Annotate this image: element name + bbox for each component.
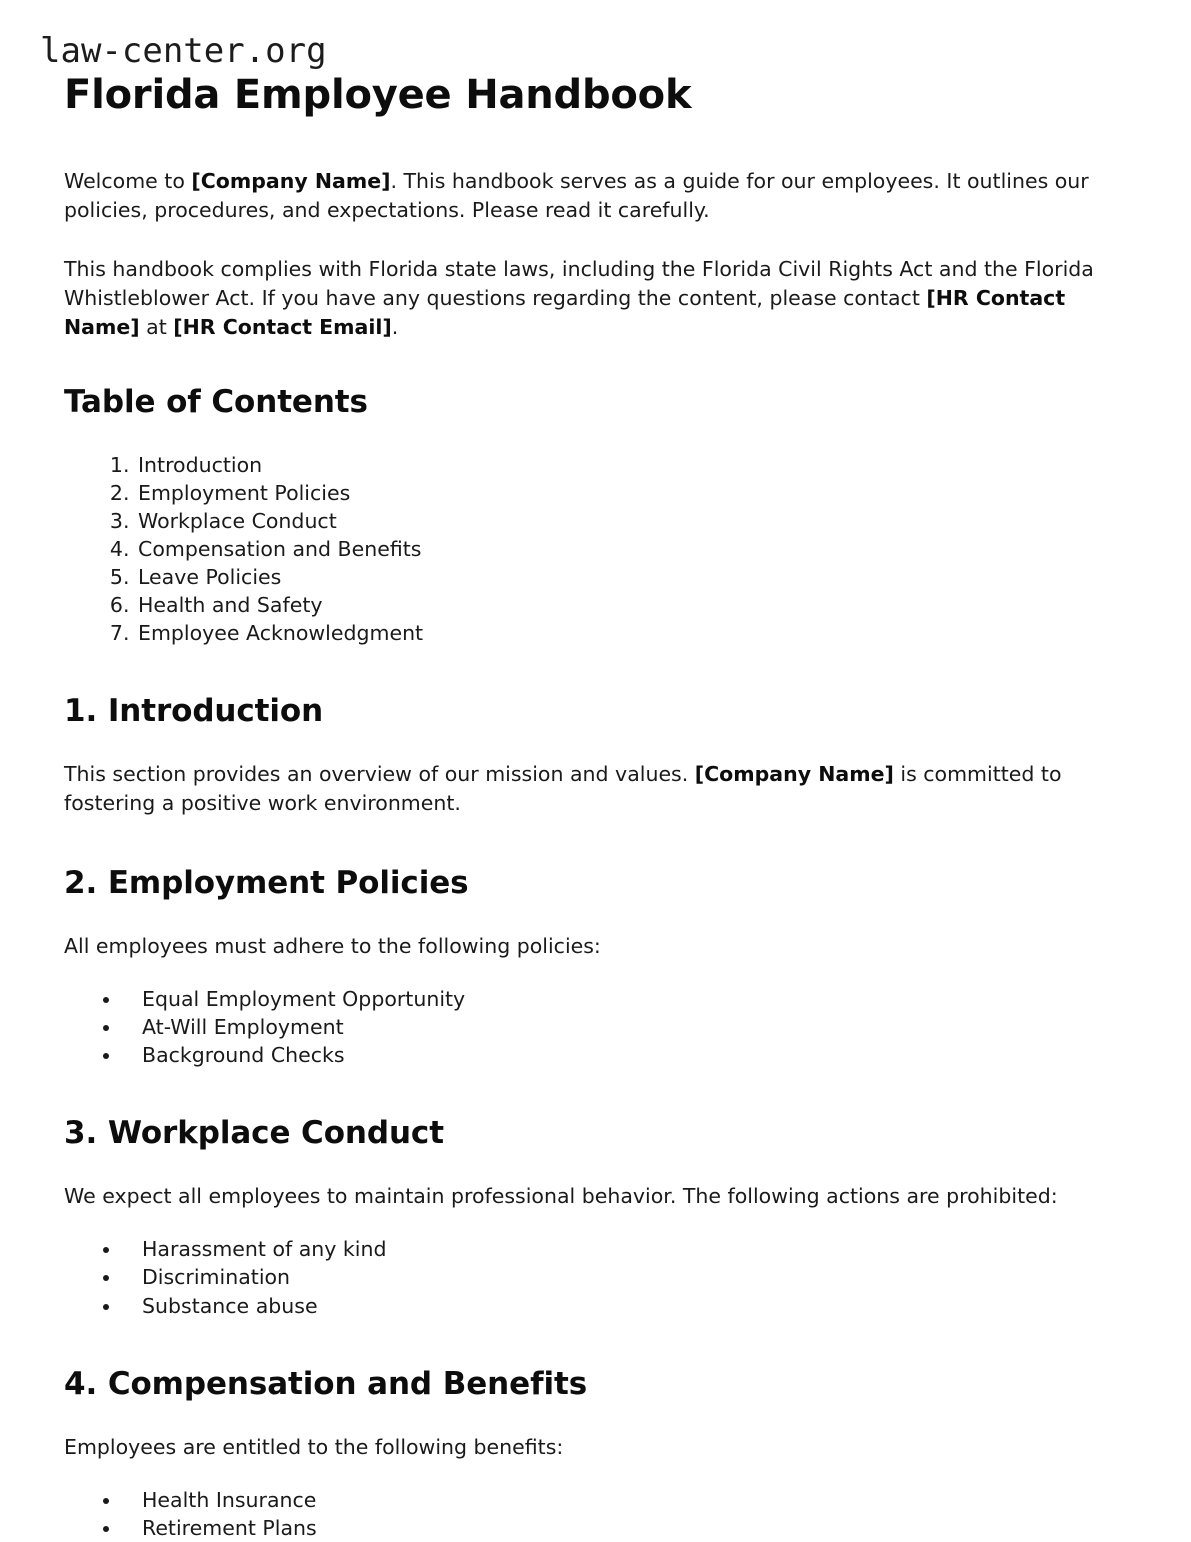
section-heading-workplace-conduct: 3. Workplace Conduct — [64, 1115, 444, 1152]
intro-paragraph-1 — [64, 167, 1117, 225]
section-heading-introduction: 1. Introduction — [64, 693, 324, 730]
section-lead-employment-policies: All employees must adhere to the following policies: — [64, 933, 601, 958]
intro-p2-hr-email-placeholder: [HR Contact Email] — [173, 315, 392, 340]
section-1-company-placeholder: [Company Name] — [694, 762, 894, 787]
toc-item[interactable]: 2. Employment Policies — [136, 479, 1117, 507]
workplace-conduct-list — [64, 1235, 1117, 1319]
table-of-contents-heading: Table of Contents — [64, 384, 368, 421]
intro-p2-middle: at — [139, 315, 174, 340]
intro-p2-before: This handbook complies with Florida state laws, including the Florida Civil Rights Act and the Florida Whistleblower Act. If you have any questions regarding the content, please contact — [64, 257, 1094, 311]
page-title: Florida Employee Handbook — [64, 71, 692, 118]
section-lead-compensation-and-benefits: Employees are entitled to the following benefits: — [64, 1434, 564, 1459]
table-of-contents-list — [64, 451, 1117, 648]
intro-paragraph-2 — [64, 255, 1117, 342]
intro-p2-after: . — [391, 315, 399, 340]
section-1-before: This section provides an overview of our mission and values. — [64, 762, 695, 787]
intro-p1-before: Welcome to — [64, 168, 192, 193]
list-item: • Background Checks — [122, 1041, 1117, 1069]
intro-p1-company-placeholder: [Company Name] — [191, 168, 391, 193]
list-item: • Health Insurance — [122, 1486, 1117, 1514]
list-item: • Substance abuse — [122, 1292, 1117, 1320]
list-item: • Equal Employment Opportunity — [122, 985, 1117, 1013]
list-item: • Retirement Plans — [122, 1514, 1117, 1542]
section-heading-compensation-and-benefits: 4. Compensation and Benefits — [64, 1365, 588, 1402]
section-lead-workplace-conduct: We expect all employees to maintain professional behavior. The following actions are prohibited: — [64, 1184, 1058, 1209]
intro-p1-after: . This handbook serves as a guide for our employees. It outlines our policies, procedures, and expectations. Please read it carefully. — [64, 168, 1089, 222]
toc-item[interactable]: 4. Compensation and Benefits — [136, 535, 1117, 563]
toc-item[interactable]: 6. Health and Safety — [136, 591, 1117, 619]
site-name: law-center.org — [40, 31, 327, 71]
toc-item[interactable]: 5. Leave Policies — [136, 563, 1117, 591]
toc-item[interactable]: 7. Employee Acknowledgment — [136, 619, 1117, 647]
section-heading-employment-policies: 2. Employment Policies — [64, 864, 469, 901]
list-item: • At-Will Employment — [122, 1013, 1117, 1041]
intro-p2-hr-name-placeholder: [HR Contact Name] — [64, 286, 1066, 340]
toc-item[interactable]: 3. Workplace Conduct — [136, 507, 1117, 535]
list-item: • Discrimination — [122, 1263, 1117, 1291]
section-paragraph-introduction — [64, 760, 1117, 818]
employment-policies-list — [64, 985, 1117, 1069]
toc-item[interactable]: 1. Introduction — [136, 451, 1117, 479]
section-1-after: is committed to fostering a positive work environment. — [64, 762, 1062, 816]
list-item: • Harassment of any kind — [122, 1235, 1117, 1263]
compensation-and-benefits-list — [64, 1486, 1117, 1542]
